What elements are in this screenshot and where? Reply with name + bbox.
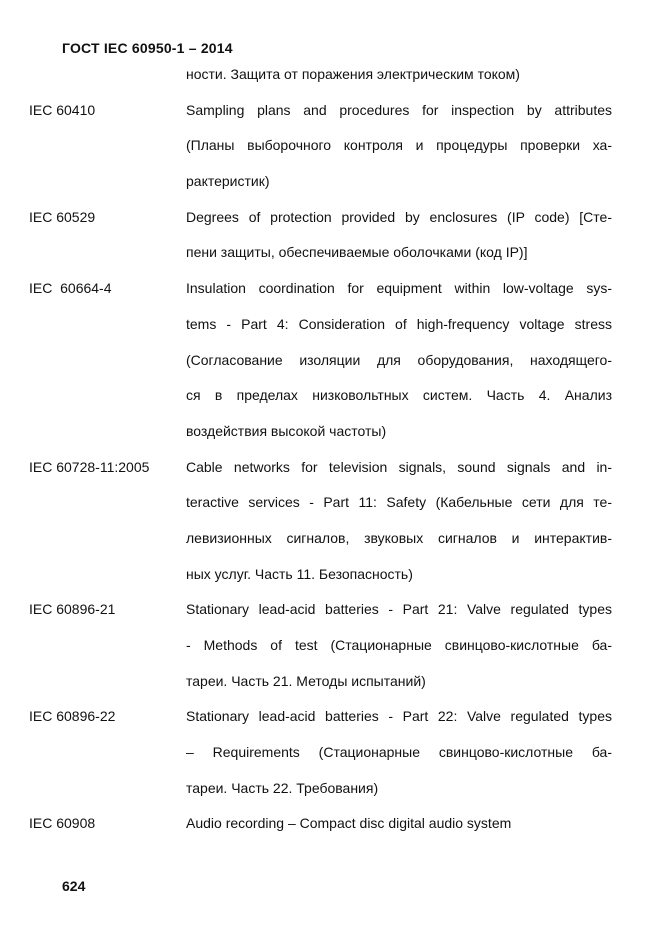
reference-entry-iec-60896-21 bbox=[0, 592, 661, 699]
description-line: Audio recording – Compact disc digital audio system bbox=[186, 815, 512, 832]
description-line: тареи. Часть 21. Методы испытаний) bbox=[186, 672, 426, 689]
description-line: рактеристик) bbox=[186, 173, 270, 190]
reference-entry-iec-60664-4 bbox=[0, 271, 661, 449]
description-line: Degrees of protection provided by enclosures (IP code) [Сте- bbox=[186, 208, 612, 225]
entry-description bbox=[186, 806, 612, 842]
reference-list bbox=[0, 57, 661, 842]
page-number: 624 bbox=[62, 878, 86, 894]
reference-entry-iec-60896-22 bbox=[0, 699, 661, 806]
reference-entry-iec-60908 bbox=[0, 806, 661, 842]
description-line: Stationary lead-acid batteries - Part 21: Valve regulated types bbox=[186, 601, 612, 618]
entry-description bbox=[186, 93, 612, 200]
reference-entry-iec-60410 bbox=[0, 93, 661, 200]
description-line: ся в пределах низковольтных систем. Часть 4. Анализ bbox=[186, 387, 612, 404]
standard-code: IEC 60896-21 bbox=[29, 601, 116, 618]
description-line: - Methods of test (Стационарные свинцово-кислотные ба- bbox=[186, 637, 612, 653]
description-line: (Планы выборочного контроля и процедуры проверки ха- bbox=[186, 137, 612, 154]
description-line: Insulation coordination for equipment within low-voltage sys- bbox=[186, 280, 612, 297]
description-line: левизионных сигналов, звуковых сигналов и интерактив- bbox=[186, 529, 612, 546]
standard-code: IEC 60896-22 bbox=[29, 708, 116, 725]
description-line: воздействия высокой частоты) bbox=[186, 422, 387, 439]
continuation-entry bbox=[0, 57, 661, 93]
entry-description bbox=[186, 592, 612, 699]
description-line: tems - Part 4: Consideration of high-frequency voltage stress bbox=[186, 315, 612, 332]
description-line: Cable networks for television signals, sound signals and in- bbox=[186, 458, 612, 475]
description-line: ных услуг. Часть 11. Безопасность) bbox=[186, 565, 413, 582]
entry-description bbox=[186, 450, 612, 593]
entry-description bbox=[186, 57, 612, 93]
entry-description bbox=[186, 699, 612, 806]
description-line: (Согласование изоляции для оборудования, находящего- bbox=[186, 351, 612, 368]
description-line: Stationary lead-acid batteries - Part 22: Valve regulated types bbox=[186, 708, 612, 725]
description-line: – Requirements (Стационарные свинцово-кислотные ба- bbox=[186, 744, 612, 761]
description-line: пени защиты, обеспечиваемые оболочками (код IP)] bbox=[186, 244, 528, 261]
standard-code: IEC 60664-4 bbox=[29, 280, 112, 297]
standard-code: IEC 60908 bbox=[29, 815, 96, 832]
description-line: тареи. Часть 22. Требования) bbox=[186, 779, 379, 796]
entry-description bbox=[186, 271, 612, 449]
standard-code: IEC 60410 bbox=[29, 101, 96, 118]
reference-entry-iec-60728-11 bbox=[0, 450, 661, 593]
description-line: ности. Защита от поражения электрическим током) bbox=[186, 66, 520, 82]
standard-code: IEC 60728-11:2005 bbox=[29, 458, 150, 475]
standard-code: IEC 60529 bbox=[29, 208, 96, 225]
entry-description bbox=[186, 200, 612, 271]
description-line: Sampling plans and procedures for inspection by attributes bbox=[186, 101, 612, 118]
reference-entry-iec-60529 bbox=[0, 200, 661, 271]
document-header: ГОСТ IEC 60950-1 – 2014 bbox=[62, 40, 233, 56]
description-line: teractive services - Part 11: Safety (Кабельные сети для те- bbox=[186, 494, 612, 511]
